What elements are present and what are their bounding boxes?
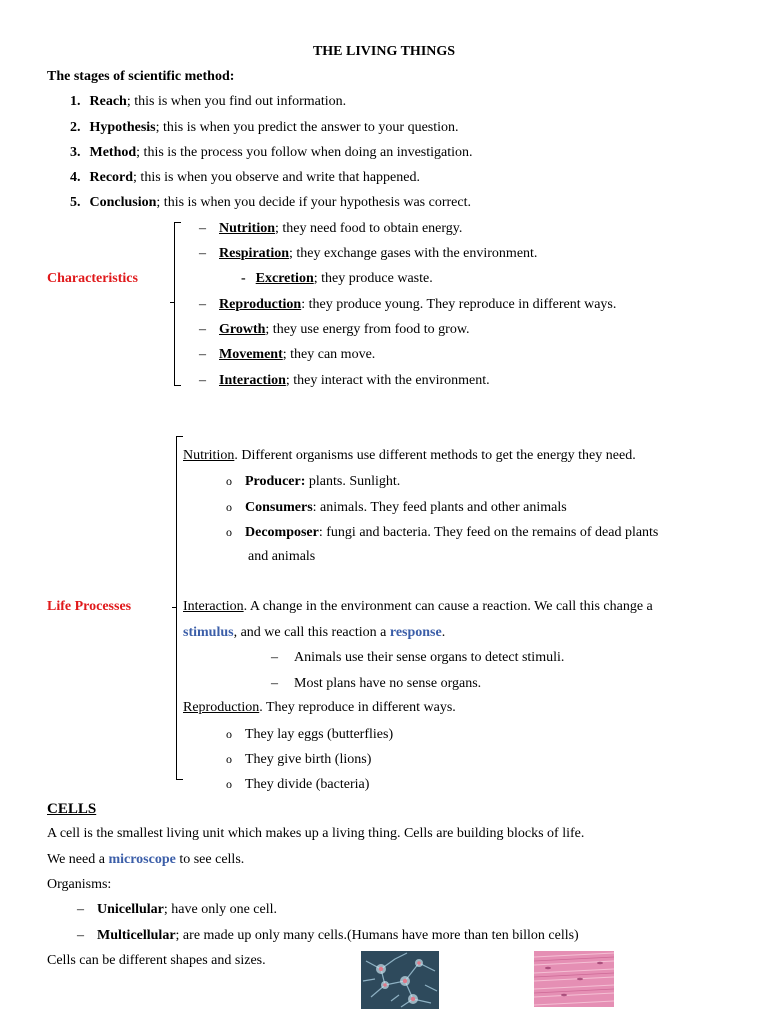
- organism-type: – Unicellular; have only one cell.: [77, 902, 278, 917]
- cells-paragraph: We need a microscope to see cells.: [47, 852, 245, 867]
- life-processes-label: Life Processes: [47, 599, 132, 614]
- interaction-item: – Most plans have no sense organs.: [271, 676, 482, 691]
- nerve-cells-image: [361, 951, 439, 1009]
- stage-item: 4. Record; this is when you observe and write that happened.: [70, 170, 420, 185]
- characteristic-item: – Respiration; they exchange gases with the environment.: [199, 246, 538, 261]
- stages-heading: The stages of scientific method:: [47, 69, 235, 84]
- stage-item: 2. Hypothesis; this is when you predict the answer to your question.: [70, 120, 459, 135]
- organisms-label: Organisms:: [47, 877, 112, 892]
- reproduction-item: o They divide (bacteria): [226, 777, 370, 792]
- characteristic-item: – Interaction; they interact with the environment.: [199, 373, 490, 388]
- characteristic-item: - Excretion; they produce waste.: [241, 271, 433, 286]
- cells-shapes-text: Cells can be different shapes and sizes.: [47, 953, 266, 968]
- reproduction-line: Reproduction. They reproduce in different ways.: [183, 700, 456, 715]
- reproduction-item: o They give birth (lions): [226, 752, 372, 767]
- characteristics-label: Characteristics: [47, 271, 138, 286]
- page-title: THE LIVING THINGS: [312, 44, 456, 59]
- stage-item: 1. Reach; this is when you find out information.: [70, 94, 347, 109]
- nutrition-item: o Decomposer: fungi and bacteria. They feed on the remains of dead plants: [226, 525, 659, 540]
- characteristic-item: – Growth; they use energy from food to grow.: [199, 322, 470, 337]
- cells-paragraph: A cell is the smallest living unit which makes up a living thing. Cells are building blocks of life.: [47, 826, 585, 841]
- brace-notch: [170, 302, 174, 303]
- interaction-line: Interaction. A change in the environment can cause a reaction. We call this change a: [183, 599, 653, 614]
- characteristics-brace: [174, 222, 175, 386]
- reproduction-item: o They lay eggs (butterflies): [226, 727, 394, 742]
- cells-heading: CELLS: [47, 801, 97, 817]
- characteristic-item: – Nutrition; they need food to obtain energy.: [199, 221, 463, 236]
- nutrition-item: o Producer: plants. Sunlight.: [226, 474, 401, 489]
- nutrition-item: o Consumers: animals. They feed plants and other animals: [226, 500, 567, 515]
- interaction-line-2: stimulus, and we call this reaction a response.: [183, 625, 446, 640]
- brace-notch: [172, 607, 176, 608]
- muscle-cells-image: [534, 951, 614, 1007]
- life-processes-brace: [176, 436, 177, 780]
- stage-item: 3. Method; this is the process you follow when doing an investigation.: [70, 145, 473, 160]
- characteristic-item: – Movement; they can move.: [199, 347, 376, 362]
- organism-type: – Multicellular; are made up only many cells.(Humans have more than ten billon cells): [77, 928, 579, 943]
- interaction-item: – Animals use their sense organs to detect stimuli.: [271, 650, 565, 665]
- nutrition-continuation: and animals: [248, 549, 316, 564]
- stage-item: 5. Conclusion; this is when you decide if your hypothesis was correct.: [70, 195, 471, 210]
- nutrition-line: Nutrition. Different organisms use different methods to get the energy they need.: [183, 448, 636, 463]
- characteristic-item: – Reproduction: they produce young. They reproduce in different ways.: [199, 297, 617, 312]
